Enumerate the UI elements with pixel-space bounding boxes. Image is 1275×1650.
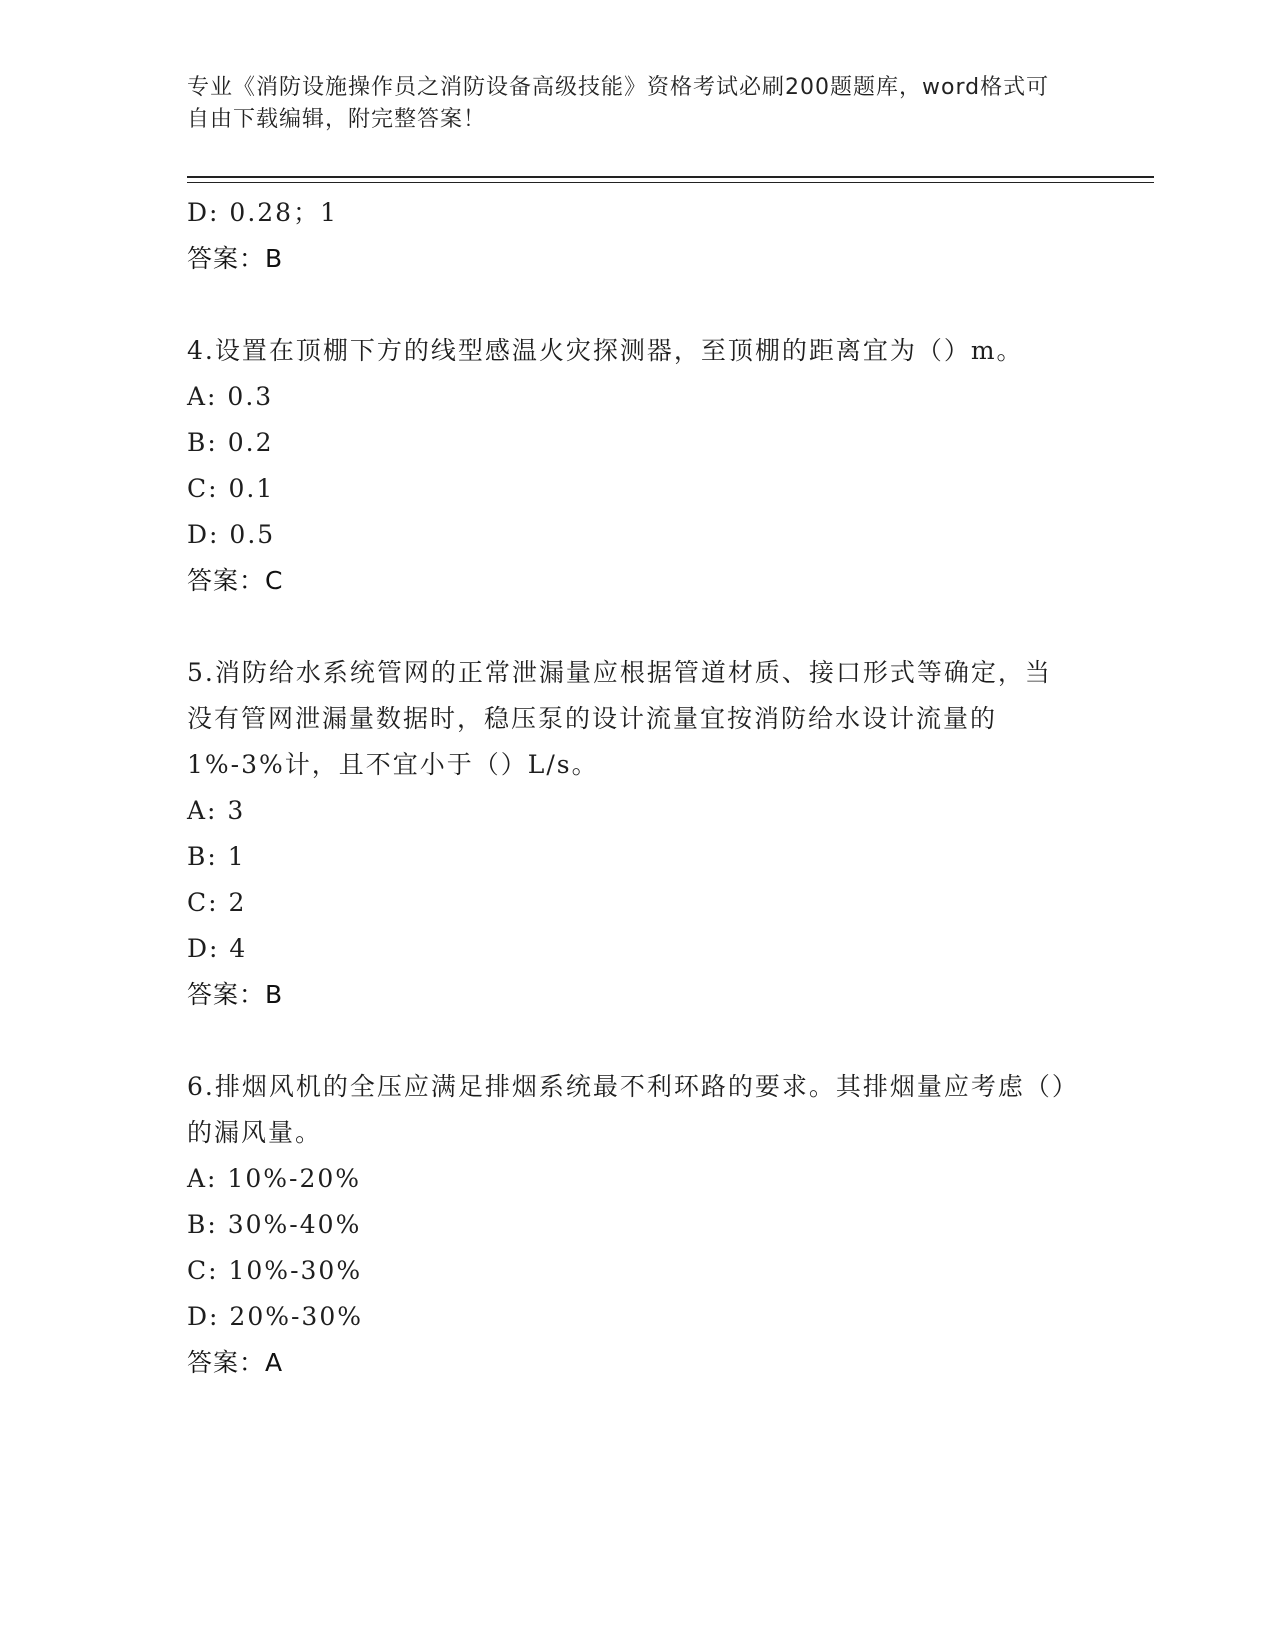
question-text: 6.排烟风机的全压应满足排烟系统最不利环路的要求。其排烟量应考虑（）的漏风量。 [187, 1072, 1067, 1147]
answer: 答案：C [187, 566, 284, 595]
option-c: C: 2 [187, 888, 247, 917]
header-divider-thick [187, 176, 1154, 178]
document-header: 专业《消防设施操作员之消防设备高级技能》资格考试必刷200题题库，word格式可自由下载编辑，附完整答案！ [187, 75, 1050, 132]
answer: 答案：A [187, 1348, 284, 1377]
header-divider-thin [187, 182, 1154, 183]
question-list [187, 190, 1087, 1386]
question-text: 4.设置在顶棚下方的线型感温火灾探测器，至顶棚的距离宜为（）m。 [187, 336, 1024, 365]
option-a: A: 10%-20% [187, 1164, 362, 1193]
spacer [187, 282, 1087, 328]
option-a: A: 3 [187, 796, 246, 825]
option-a: A: 0.3 [187, 382, 274, 411]
answer: 答案：B [187, 980, 284, 1009]
option-d: D: 4 [187, 934, 248, 963]
partial-answer: 答案：B [187, 244, 284, 273]
question-text: 5.消防给水系统管网的正常泄漏量应根据管道材质、接口形式等确定，当没有管网泄漏量数据时，稳压泵的设计流量宜按消防给水设计流量的1%-3%计，且不宜小于（）L/s。 [187, 658, 1052, 779]
spacer [187, 604, 1087, 650]
question-4 [187, 328, 1087, 604]
option-d: D: 0.5 [187, 520, 276, 549]
option-c: C: 0.1 [187, 474, 275, 503]
question-5 [187, 650, 1087, 1018]
option-b: B: 30%-40% [187, 1210, 362, 1239]
option-b: B: 1 [187, 842, 246, 871]
option-c: C: 10%-30% [187, 1256, 363, 1285]
spacer [187, 1018, 1087, 1064]
option-b: B: 0.2 [187, 428, 274, 457]
partial-option-d: D: 0.28；1 [187, 198, 338, 227]
question-6 [187, 1064, 1087, 1386]
option-d: D: 20%-30% [187, 1302, 363, 1331]
